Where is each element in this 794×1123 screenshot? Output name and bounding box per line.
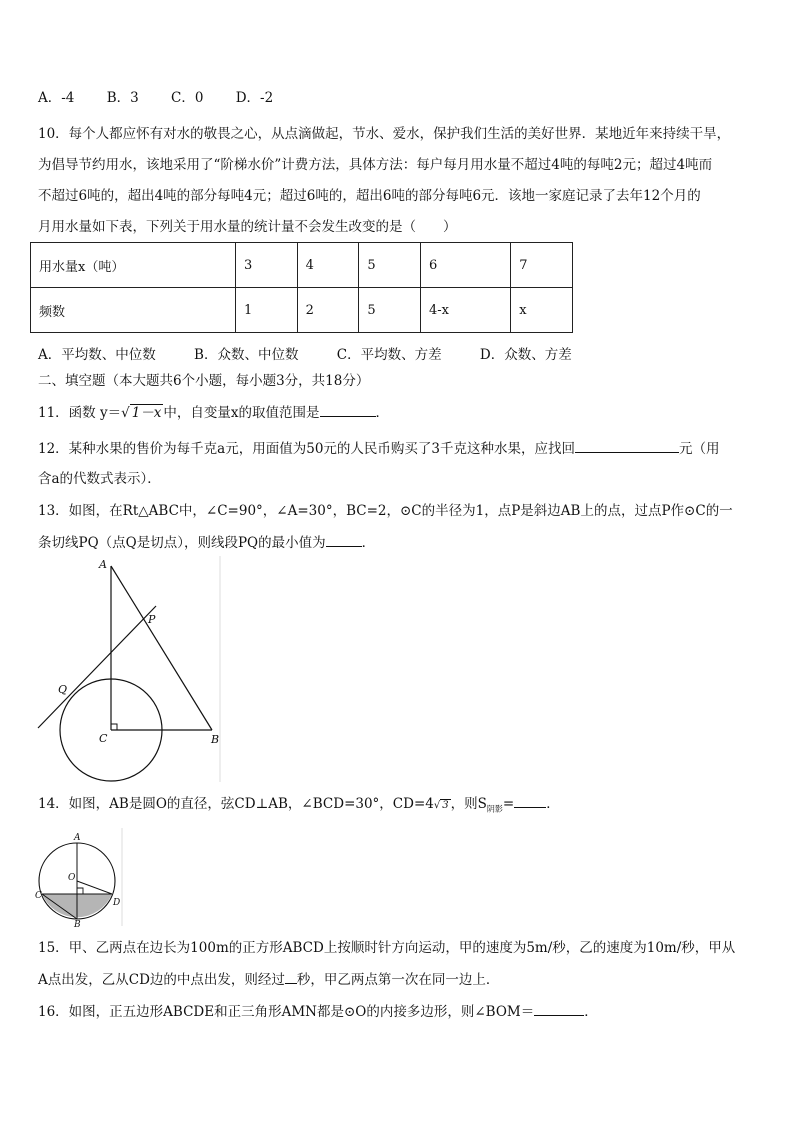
q10-option-b: B．众数、中位数: [194, 347, 299, 363]
q14-text-end: ．: [546, 796, 560, 812]
sqrt-symbol: √: [433, 800, 441, 811]
table-cell: 5: [359, 288, 421, 333]
q15-text-pre: A点出发，乙从CD边的中点出发，则经过: [38, 972, 285, 988]
label-c: C: [99, 732, 108, 745]
q15-line-1: 15．甲、乙两点在边长为100m的正方形ABCD上按顺时针方向运动，甲的速度为5m/秒，乙的速度为10m/秒，甲从: [38, 940, 736, 956]
right-angle-mark: [111, 724, 117, 730]
label-q: Q: [58, 683, 68, 696]
label-c: C: [35, 891, 42, 901]
q11-text-post: 中，自变量x的取值范围是: [163, 405, 320, 421]
q9-option-c: C．0: [171, 90, 204, 106]
tangent-line-pq: [38, 606, 156, 728]
q10-option-d: D．众数、方差: [479, 347, 572, 363]
q10-option-a: A．平均数、中位数: [38, 347, 156, 363]
label-o: O: [68, 873, 76, 883]
table-cell: 7: [511, 243, 573, 288]
q14-text-pre: 14．如图，AB是圆O的直径，弦CD⊥AB，∠BCD=30°，CD=4: [38, 796, 434, 812]
segment-od: [77, 881, 112, 894]
table-row: [31, 243, 573, 288]
q15-line-2: [38, 969, 499, 990]
table-cell: 频数: [31, 288, 236, 333]
q10-line-2: 为倡导节约用水，该地采用了“阶梯水价”计费方法，具体方法：每户每月用水量不超过4吨的每吨2元；超过4吨而: [38, 157, 713, 173]
sqrt-symbol: √: [121, 405, 130, 421]
q10-line-1: 10．每个人都应怀有对水的敬畏之心，从点滴做起，节水、爱水，保护我们生活的美好世界．某地近年来持续干旱，: [38, 126, 731, 142]
table-cell: x: [511, 288, 573, 333]
q16-text-pre: 16．如图，正五边形ABCDE和正三角形AMN都是⊙O的内接多边形，则∠BOM＝: [38, 1004, 535, 1020]
label-p: P: [148, 613, 156, 626]
q14-radicand: 3: [442, 800, 449, 811]
q12-line-1: [38, 438, 720, 459]
answer-blank: [320, 402, 376, 417]
q14-figure: [32, 828, 124, 928]
table-cell: 4: [297, 243, 359, 288]
q10-line-4: 月用水量如下表，下列关于用水量的统计量不会发生改变的是（ ）: [38, 219, 457, 235]
q11-line: [38, 402, 389, 423]
side-ab: [111, 566, 212, 730]
q9-option-a: A．-4: [38, 90, 75, 106]
q12-text-post: 元（用: [679, 441, 720, 457]
answer-blank: [534, 1001, 584, 1016]
q12-text-pre: 12．某种水果的售价为每千克a元，用面值为50元的人民币购买了3千克这种水果，应找回: [38, 441, 575, 457]
table-cell: 5: [359, 243, 421, 288]
answer-blank: [326, 532, 362, 547]
q11-radicand: 1－x: [131, 405, 162, 421]
q16-line: [38, 1001, 598, 1022]
q9-option-b: B．3: [106, 90, 139, 106]
table-cell: 6: [421, 243, 511, 288]
q13-line-2: [38, 532, 375, 553]
q9-options: [38, 88, 301, 108]
label-a: A: [74, 833, 81, 843]
label-d: D: [113, 898, 121, 908]
water-usage-table: [30, 242, 573, 333]
answer-blank: [514, 793, 546, 808]
q14-line: [38, 793, 560, 820]
table-cell: 1: [236, 288, 298, 333]
label-b: B: [74, 920, 81, 928]
q13-text-end: ．: [361, 535, 376, 551]
q10-options: [38, 345, 606, 365]
q11-text-pre: 11．函数 y＝: [38, 405, 122, 421]
table-cell: 用水量x（吨）: [31, 243, 236, 288]
q12-line-2: 含a的代数式表示）．: [38, 471, 161, 487]
label-a: A: [99, 558, 107, 571]
q13-line-1: 13．如图，在Rt△ABC中，∠C=90°，∠A=30°，BC=2，⊙C的半径为1，点P是斜边AB上的点，过点P作⊙C的一: [38, 503, 733, 519]
q14-text-post: =: [502, 796, 515, 812]
q15-text-post: 秒，甲乙两点第一次在同一边上．: [296, 972, 500, 988]
q13-figure: [32, 556, 222, 784]
q14-text-mid: ，则S: [450, 796, 487, 812]
q16-text-end: ．: [584, 1004, 598, 1020]
q10-line-3: 不超过6吨的，超出4吨的部分每吨4元；超过6吨的，超出6吨的部分每吨6元．该地一家庭记录了去年12个月的: [38, 188, 701, 204]
table-cell: 2: [297, 288, 359, 333]
q10-option-c: C．平均数、方差: [336, 347, 442, 363]
q14-subscript: 阴影: [486, 804, 503, 814]
table-cell: 3: [236, 243, 298, 288]
section-heading: 二、填空题（本大题共6个小题，每小题3分，共18分）: [38, 373, 370, 389]
q9-option-d: D．-2: [235, 90, 274, 106]
table-cell: 4-x: [421, 288, 511, 333]
answer-blank: [285, 969, 297, 984]
table-row: [31, 288, 573, 333]
label-b: B: [211, 733, 220, 746]
right-angle-mark: [77, 888, 83, 894]
answer-blank: [575, 438, 679, 453]
q13-text-pre: 条切线PQ（点Q是切点），则线段PQ的最小值为: [38, 535, 326, 551]
q11-text-end: ．: [375, 405, 390, 421]
